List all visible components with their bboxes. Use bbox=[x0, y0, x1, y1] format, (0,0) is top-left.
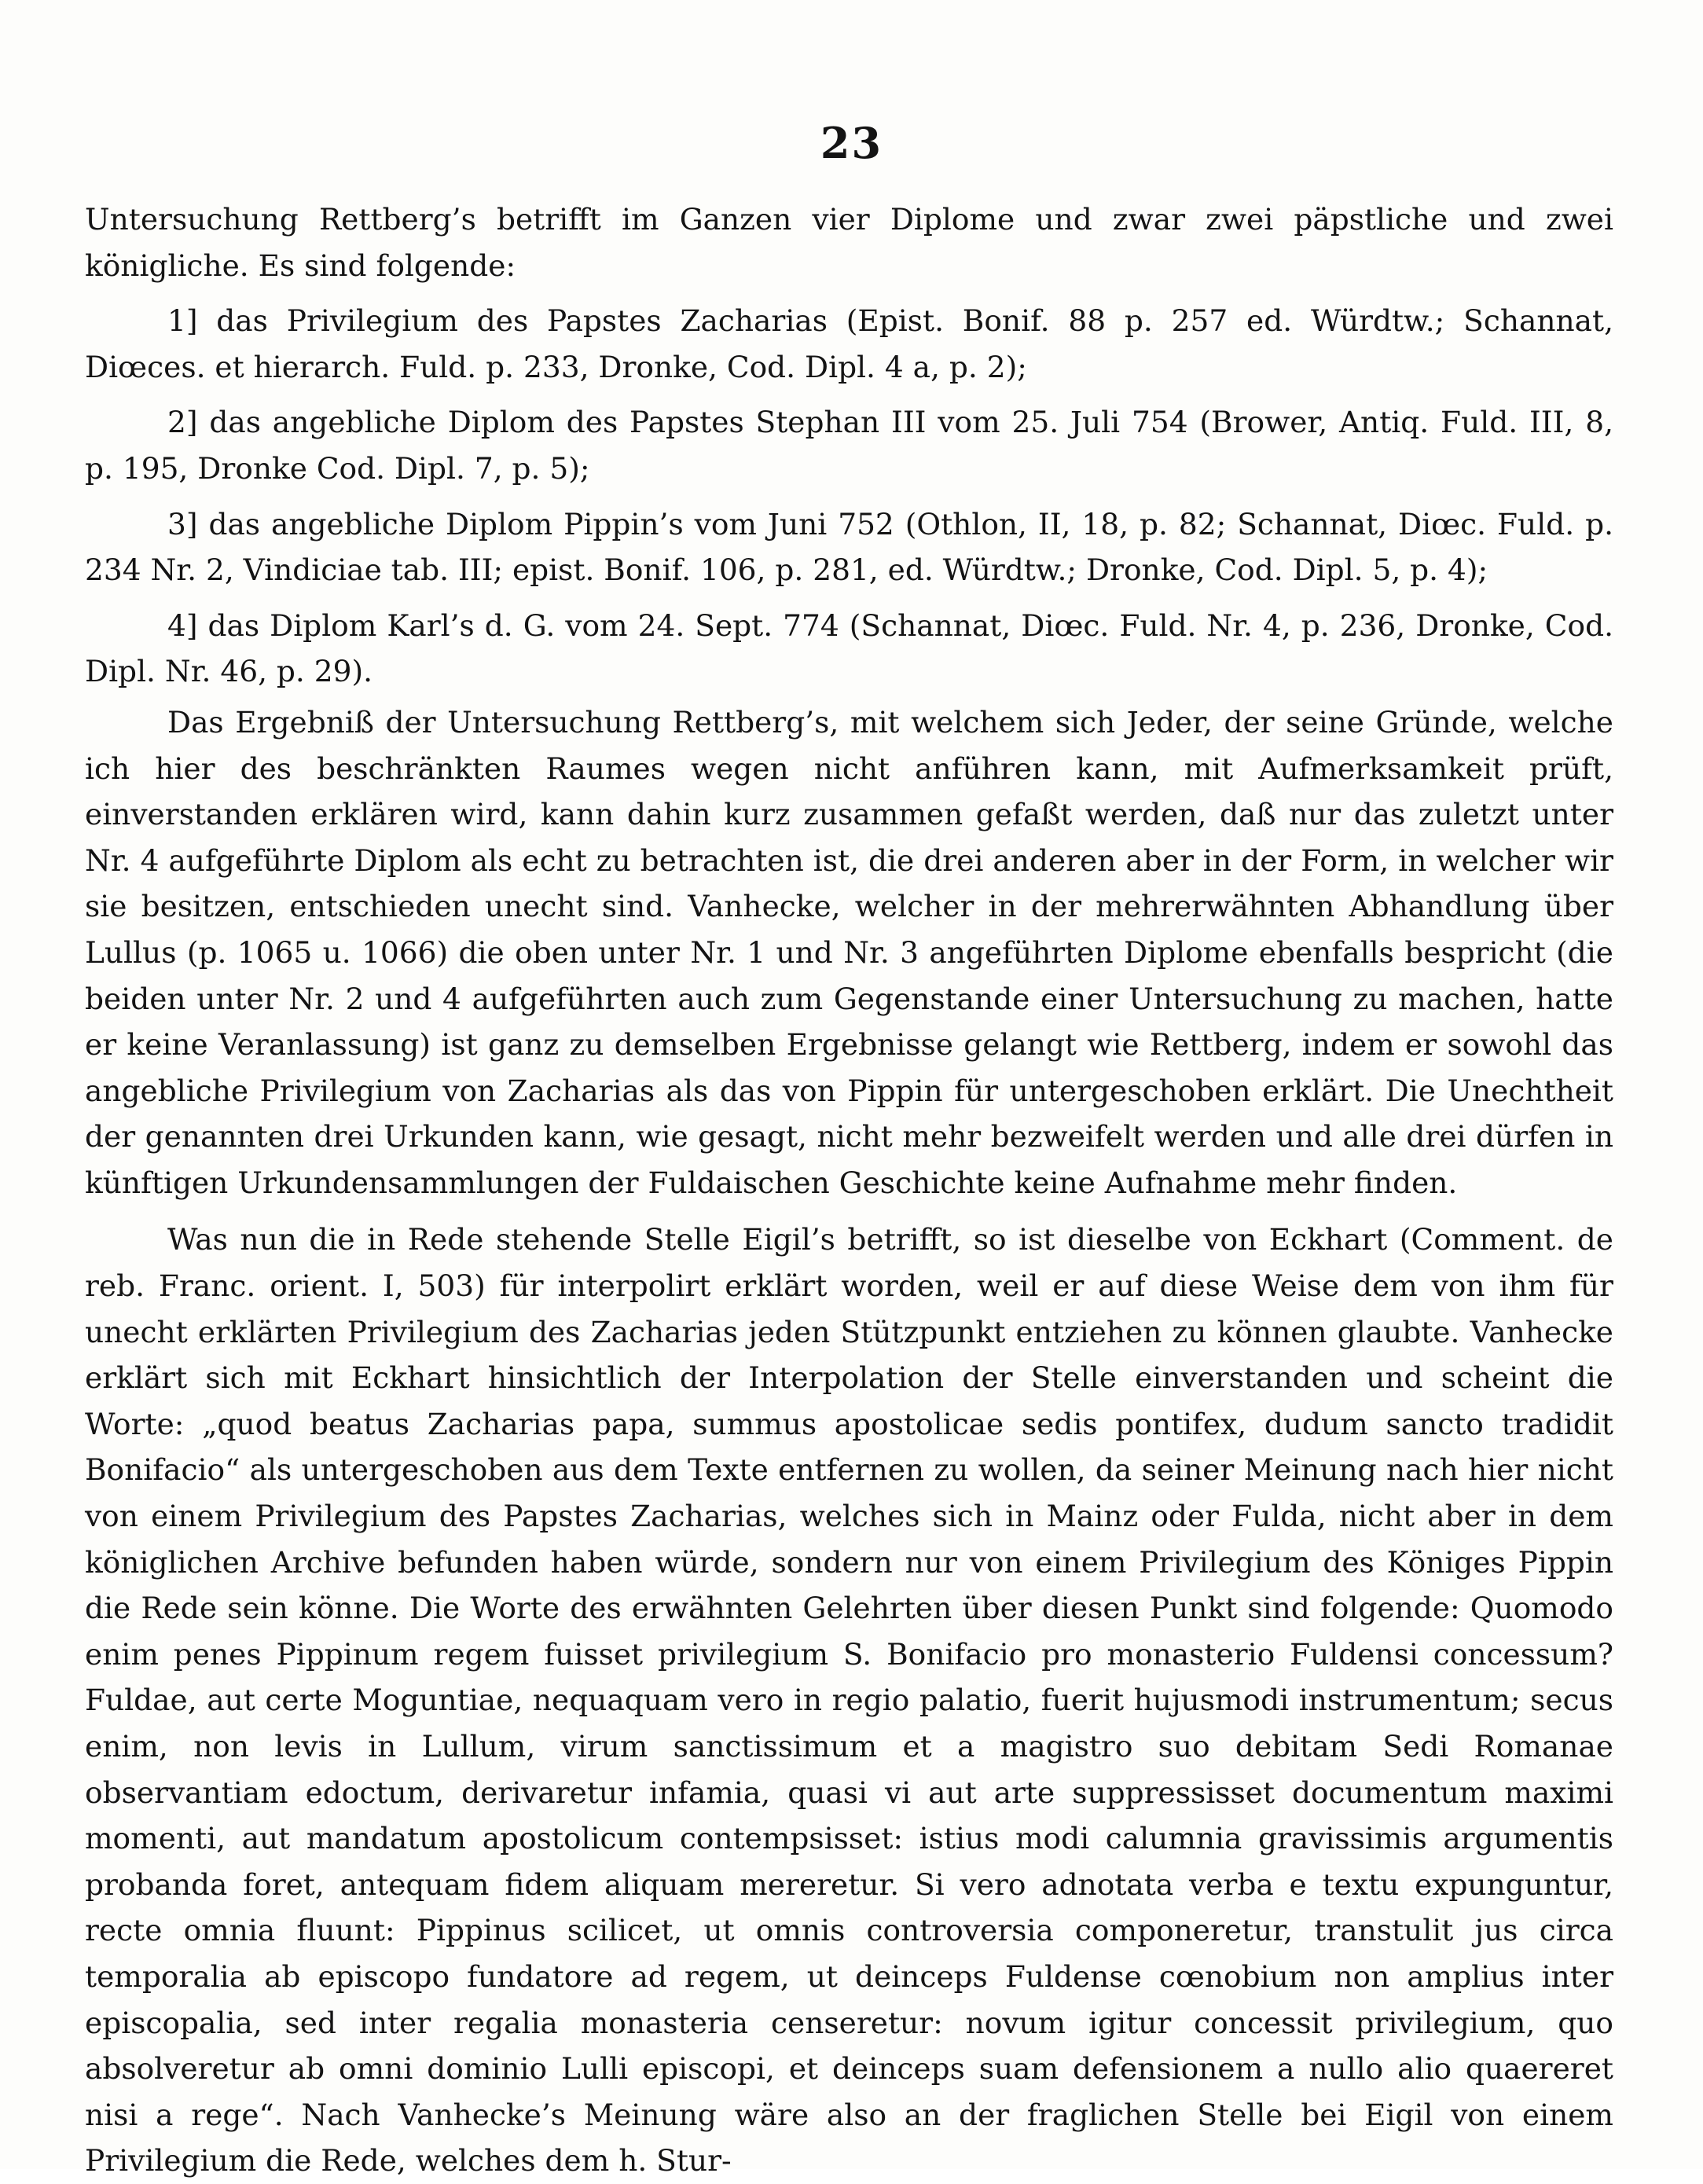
page-number: 23 bbox=[820, 118, 883, 168]
list-item-1: 1] das Privilegium des Papstes Zacharias (Epist. Bonif. 88 p. 257 ed. Würdtw.; Schannat, Diœces. et hierarch. Fuld. p. 233, Dronke, Cod. Dipl. 4 a, p. 2); bbox=[85, 303, 1613, 384]
paragraph-intro: Untersuchung Rettberg’s betrifft im Ganzen vier Diplome und zwar zwei päpstliche und zwei königliche. Es sind folgende: bbox=[85, 202, 1613, 283]
list-item-3: 3] das angebliche Diplom Pippin’s vom Juni 752 (Othlon, II, 18, p. 82; Schannat, Diœc. Fuld. p. 234 Nr. 2, Vindiciae tab. III; epist. Bonif. 106, p. 281, ed. Würdtw.; Dronke, Cod. Dipl. 5, p. 4); bbox=[85, 506, 1613, 588]
list-item-2: 2] das angebliche Diplom des Papstes Stephan III vom 25. Juli 754 (Brower, Antiq. Fuld. III, 8, p. 195, Dronke Cod. Dipl. 7, p. 5); bbox=[85, 405, 1613, 486]
paragraph-eigil: Was nun die in Rede stehende Stelle Eigil’s betrifft, so ist dieselbe von Eckhart (Comment. de reb. Franc. orient. I, 503) für interpolirt erklärt worden, weil er auf diese Weise dem von ihm für unecht erklärten Privilegium des Zacharias jeden Stützpunkt entziehen zu können glaubte. Vanhecke erklärt sich mit Eckhart hinsichtlich der Interpolation der Stelle einverstanden und scheint die Worte: „quod beatus Zacharias papa, summus apostolicae sedis pontifex, dudum sancto tradidit Bonifacio“ als untergeschoben aus dem Texte entfernen zu wollen, da seiner Meinung nach hier nicht von einem Privilegium des Papstes Zacharias, welches sich in Mainz oder Fulda, nicht aber in dem königlichen Archive befunden haben würde, sondern nur von einem Privilegium des Königes Pippin die Rede sein könne. Die Worte des erwähnten Gelehrten über diesen Punkt sind folgende: Quomodo enim penes Pippinum regem fuisset privilegium S. Bonifacio pro monasterio Fuldensi concessum? Fuldae, aut certe Moguntiae, nequaquam vero in regio palatio, fuerit hujusmodi instrumentum; secus enim, non levis in Lullum, virum sanctissimum et a magistro suo debitam Sedi Romanae observantiam edoctum, derivaretur infamia, quasi vi aut arte suppressisset documentum maximi momenti, aut mandatum apostolicum contempsisset: istius modi calumnia gravissimis argumentis probanda foret, antequam fidem aliquam mereretur. Si vero adnotata verba e textu expunguntur, recte omnia fluunt: Pippinus scilicet, ut omnis controversia componeretur, transtulit jus circa temporalia ab episcopo fundatore ad regem, ut deinceps Fuldense cœnobium non amplius inter episcopalia, sed inter regalia monasteria censeretur: novum igitur concessit privilegium, quo absolveretur ab omni dominio Lulli episcopi, et deinceps suam defensionem a nullo alio quaereret nisi a rege“. Nach Vanhecke’s Meinung wäre also an der fraglichen Stelle bei Eigil von einem Privilegium die Rede, welches dem h. Stur- bbox=[85, 1222, 1613, 2178]
paragraph-result: Das Ergebniß der Untersuchung Rettberg’s, mit welchem sich Jeder, der seine Gründe, welche ich hier des beschränkten Raumes wegen nicht anführen kann, mit Aufmerksamkeit prüft, einverstanden erklären wird, kann dahin kurz zusammen gefaßt werden, daß nur das zuletzt unter Nr. 4 aufgeführte Diplom als echt zu betrachten ist, die drei anderen aber in der Form, in welcher wir sie besitzen, entschieden unecht sind. Vanhecke, welcher in der mehrerwähnten Abhandlung über Lullus (p. 1065 u. 1066) die oben unter Nr. 1 und Nr. 3 angeführten Diplome ebenfalls bespricht (die beiden unter Nr. 2 und 4 aufgeführten auch zum Gegenstande einer Untersuchung zu machen, hatte er keine Veranlassung) ist ganz zu demselben Ergebnisse gelangt wie Rettberg, indem er sowohl das angebliche Privilegium von Zacharias als das von Pippin für untergeschoben erklärt. Die Unechtheit der genannten drei Urkunden kann, wie gesagt, nicht mehr bezweifelt werden und alle drei dürfen in künftigen Urkundensammlungen der Fuldaischen Geschichte keine Aufnahme mehr finden. bbox=[85, 704, 1613, 1200]
list-item-4: 4] das Diplom Karl’s d. G. vom 24. Sept. 774 (Schannat, Diœc. Fuld. Nr. 4, p. 236, Dronke, Cod. Dipl. Nr. 46, p. 29). bbox=[85, 607, 1613, 689]
body-text bbox=[85, 196, 1613, 2184]
